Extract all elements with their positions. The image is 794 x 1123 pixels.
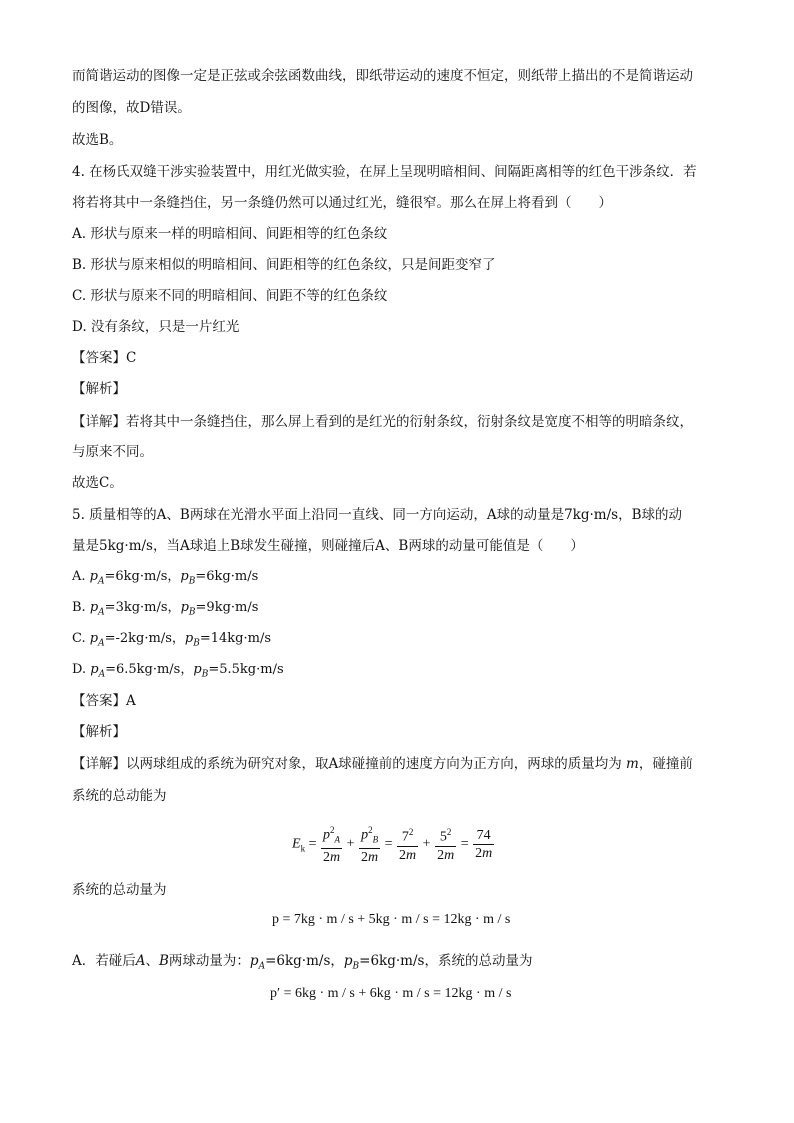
- q4-detail-line-2: 与原来不同。: [72, 444, 153, 460]
- fraction: $\frac{5^2}{2m}$: [435, 824, 456, 864]
- case-a-momentum-equation: p′ = 6kg · m / s + 6kg · m / s = 12kg · m / s: [270, 986, 512, 1001]
- q4-stem-line-1: 4. 在杨氏双缝干涉实验装置中，用红光做实验，在屏上呈现明暗相间、间隔距离相等的红色干涉条纹．若: [72, 164, 697, 180]
- q4-option-b: B. 形状与原来相似的明暗相间、间距相等的红色条纹，只是间距变窄了: [72, 257, 496, 273]
- option-pb-value: 6kg·m/s: [206, 569, 259, 584]
- mass-symbol: m: [626, 756, 639, 772]
- q5-detail-text: 以两球组成的系统为研究对象，取A球碰撞前的速度方向为正方向，两球的质量均为: [126, 756, 622, 772]
- q4-answer-label: 【答案】: [72, 350, 126, 366]
- case-a-pa: 6kg·m/s: [276, 953, 331, 969]
- q5-answer: [72, 691, 136, 711]
- option-pb-value: 14kg·m/s: [210, 631, 272, 646]
- q5-stem-line-1: 5. 质量相等的A、B两球在光滑水平面上沿同一直线、同一方向运动，A球的动量是7kg·m/s，B球的动: [72, 507, 682, 523]
- q4-answer-value: C: [126, 350, 137, 366]
- prev-explanation-line-2: 的图像，故D错误。: [72, 100, 191, 116]
- q4-option-d: D. 没有条纹，只是一片红光: [72, 319, 240, 335]
- fraction: $\frac{7^2}{2m}$: [397, 824, 418, 864]
- q4-option-c: C. 形状与原来不同的明暗相间、间距不等的红色条纹: [72, 288, 388, 304]
- q4-analysis-label: 【解析】: [72, 381, 126, 397]
- q5-option-d: D. $p_A=6.5kg\cdot m/s$，$p_B=5.5kg\cdot m/s$: [72, 662, 284, 680]
- q5-stem-line-2: 量是5kg·m/s，当A球追上B球发生碰撞，则碰撞后A、B两球的动量可能值是（ ）: [72, 538, 584, 554]
- q5-detail-tail: ，碰撞前: [638, 756, 693, 772]
- prev-choose: 故选B。: [72, 132, 123, 148]
- case-a-mid: 两球动量为：: [168, 953, 250, 969]
- q4-stem-line-2: 将若将其中一条缝挡住，另一条缝仍然可以通过红光，缝很窄。那么在屏上将看到（ ）: [72, 195, 612, 211]
- q5-option-c: C. $p_A=-2kg\cdot m/s$，$p_B=14kg\cdot m/s$: [72, 631, 272, 649]
- option-letter: D.: [72, 662, 87, 677]
- q4-choose: 故选C。: [72, 475, 123, 491]
- q5-analysis-label: 【解析】: [72, 724, 126, 740]
- option-letter: B.: [72, 600, 86, 615]
- q5-answer-label: 【答案】: [72, 693, 126, 709]
- q4-detail-line-1: [72, 412, 693, 432]
- q5-detail-line-2: 系统的总动能为: [72, 788, 167, 804]
- q4-answer: [72, 348, 136, 368]
- q5-option-a: A. $p_A=6kg\cdot m/s$，$p_B=6kg\cdot m/s$: [72, 569, 259, 587]
- option-pa-value: 6kg·m/s: [115, 569, 168, 584]
- option-pa-value: -2kg·m/s: [115, 631, 172, 646]
- fraction: $\frac{74}{2m}$: [475, 827, 493, 861]
- q5-momentum-intro: 系统的总动量为: [72, 882, 167, 898]
- total-momentum-equation: p = 7kg · m / s + 5kg · m / s = 12kg · m / s: [272, 912, 511, 927]
- case-a-tail: ，系统的总动量为: [424, 953, 533, 969]
- q5-option-b: B. $p_A=3kg\cdot m/s$，$p_B=9kg\cdot m/s$: [72, 600, 259, 618]
- case-a-pb: 6kg·m/s: [370, 953, 425, 969]
- option-pa-value: 6.5kg·m/s: [115, 662, 181, 677]
- case-a-prefix: A．若碰后: [72, 953, 136, 969]
- fraction: $\frac{p^2_A}{2m}$: [321, 822, 342, 866]
- fraction: $\frac{p^2_B}{2m}$: [359, 822, 380, 866]
- kinetic-energy-formula: $E_k$ = $\frac{p^2_A}{2m}$ + $\frac{p^2_B}{2m}$ = $\frac{7^2}{2m}$ + $\frac{5^2}{2m}$ = $\frac{74}{2m}$: [292, 822, 495, 866]
- option-pb-value: 9kg·m/s: [206, 600, 259, 615]
- q4-option-a: A. 形状与原来一样的明暗相间、间距相等的红色条纹: [72, 226, 388, 242]
- q4-detail-label: 【详解】: [72, 414, 126, 430]
- q5-case-a-line: A．若碰后A、B两球动量为：$p_A=6kg\cdot m/s$，$p_B=6kg\cdot m/s$，系统的总动量为: [72, 953, 533, 972]
- option-letter: C.: [72, 631, 86, 646]
- q5-answer-value: A: [126, 693, 136, 709]
- option-pa-value: 3kg·m/s: [115, 600, 168, 615]
- q4-detail-text: 若将其中一条缝挡住，那么屏上看到的是红光的衍射条纹，衍射条纹是宽度不相等的明暗条纹，: [126, 414, 693, 430]
- option-letter: A.: [72, 569, 86, 584]
- q5-detail-line-1: [72, 754, 693, 774]
- option-pb-value: 5.5kg·m/s: [219, 662, 284, 677]
- prev-explanation-line-1: 而简谐运动的图像一定是正弦或余弦函数曲线，即纸带运动的速度不恒定，则纸带上描出的不是简谐运动: [72, 68, 693, 84]
- q5-detail-label: 【详解】: [72, 756, 126, 772]
